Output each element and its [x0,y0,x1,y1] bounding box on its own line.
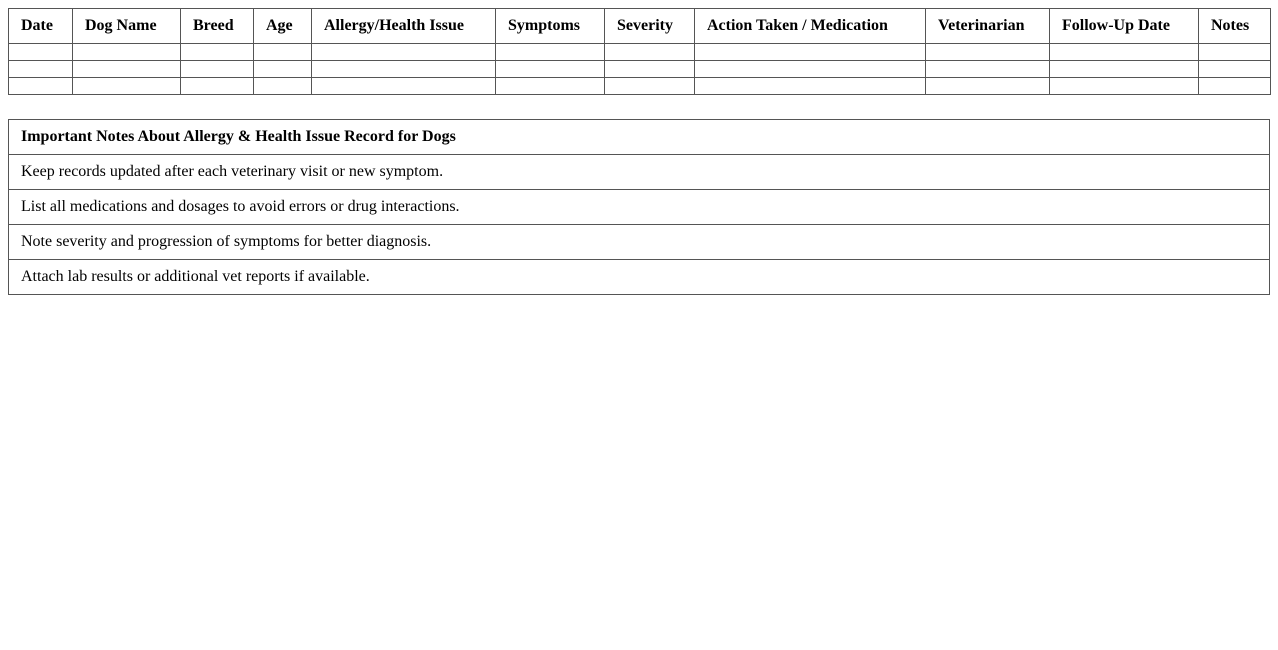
table-row [9,78,1271,95]
table-cell[interactable] [926,78,1050,95]
list-item [9,155,1270,190]
note-text: Note severity and progression of symptoms for better diagnosis. [9,225,1270,260]
column-header-symptoms: Symptoms [496,9,605,44]
table-cell[interactable] [1199,44,1271,61]
table-cell[interactable] [9,44,73,61]
table-cell[interactable] [312,44,496,61]
table-cell[interactable] [926,61,1050,78]
important-notes-table [8,119,1270,295]
list-item [9,190,1270,225]
table-cell[interactable] [9,78,73,95]
column-header-allergy-health-issue: Allergy/Health Issue [312,9,496,44]
table-cell[interactable] [1050,44,1199,61]
column-header-dog-name: Dog Name [73,9,181,44]
table-cell[interactable] [1199,78,1271,95]
column-header-notes: Notes [1199,9,1271,44]
table-row [9,61,1271,78]
list-item [9,225,1270,260]
table-cell[interactable] [695,44,926,61]
table-cell[interactable] [496,61,605,78]
table-cell[interactable] [496,44,605,61]
table-cell[interactable] [254,78,312,95]
note-text: Keep records updated after each veterinary visit or new symptom. [9,155,1270,190]
table-cell[interactable] [254,61,312,78]
note-text: List all medications and dosages to avoid errors or drug interactions. [9,190,1270,225]
column-header-severity: Severity [605,9,695,44]
list-item [9,260,1270,295]
table-cell[interactable] [181,61,254,78]
table-cell[interactable] [926,44,1050,61]
table-cell[interactable] [1050,61,1199,78]
table-header-row [9,9,1271,44]
column-header-follow-up-date: Follow-Up Date [1050,9,1199,44]
table-cell[interactable] [496,78,605,95]
table-row [9,44,1271,61]
column-header-breed: Breed [181,9,254,44]
table-cell[interactable] [605,61,695,78]
table-cell[interactable] [312,78,496,95]
health-record-table [8,8,1271,95]
notes-title: Important Notes About Allergy & Health Issue Record for Dogs [9,120,1270,155]
table-cell[interactable] [181,78,254,95]
column-header-action-taken: Action Taken / Medication [695,9,926,44]
note-text: Attach lab results or additional vet reports if available. [9,260,1270,295]
column-header-veterinarian: Veterinarian [926,9,1050,44]
table-cell[interactable] [312,61,496,78]
table-cell[interactable] [254,44,312,61]
table-cell[interactable] [605,78,695,95]
table-cell[interactable] [181,44,254,61]
notes-title-row [9,120,1270,155]
table-cell[interactable] [1199,61,1271,78]
table-cell[interactable] [73,61,181,78]
column-header-age: Age [254,9,312,44]
table-cell[interactable] [73,78,181,95]
table-cell[interactable] [695,61,926,78]
table-cell[interactable] [9,61,73,78]
table-cell[interactable] [1050,78,1199,95]
table-cell[interactable] [695,78,926,95]
table-cell[interactable] [605,44,695,61]
table-cell[interactable] [73,44,181,61]
column-header-date: Date [9,9,73,44]
